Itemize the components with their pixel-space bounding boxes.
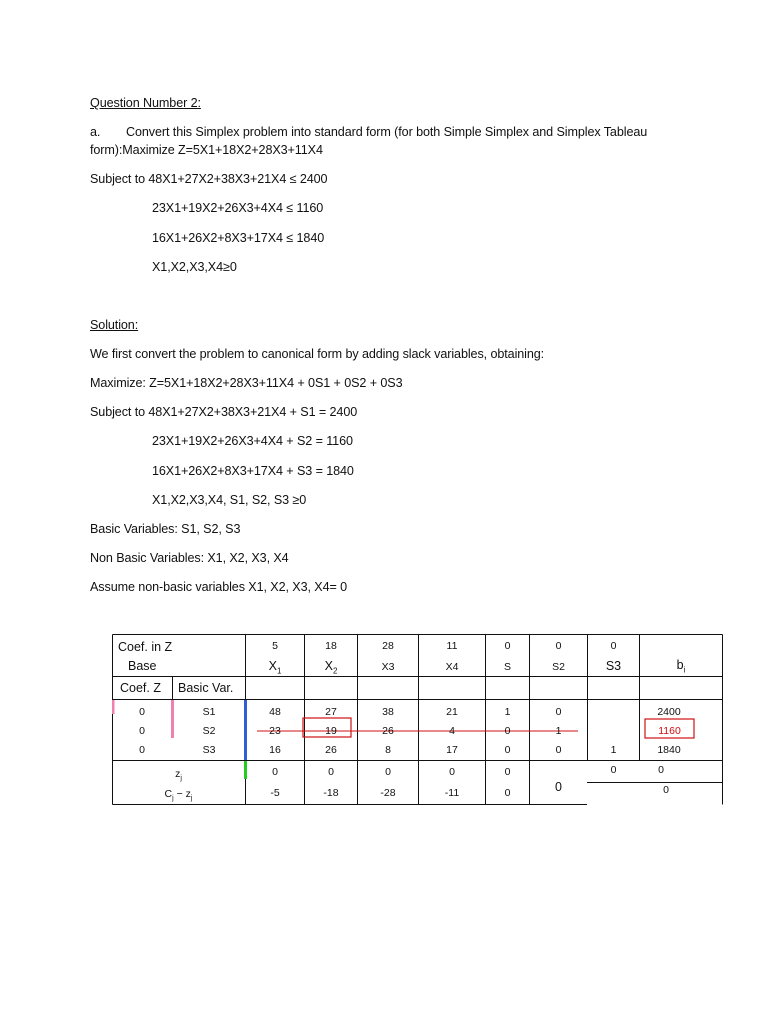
row2-s: 0 <box>504 725 511 737</box>
row1-var: S1 <box>202 706 216 718</box>
question-constraint-3: 16X1+26X2+8X3+17X4 ≤ 1840 <box>152 231 325 245</box>
zj-label: $z_j$ <box>175 768 182 783</box>
row1-coef: 0 <box>139 706 145 718</box>
non-basic-variables: Non Basic Variables: X1, X2, X3, X4 <box>90 551 289 565</box>
row3-x2: 26 <box>325 744 337 756</box>
row3-s3: 1 <box>610 744 617 756</box>
coef-s3: 0 <box>610 640 617 652</box>
base-label: Base <box>128 659 157 673</box>
basic-var-label: Basic Var. <box>178 681 234 695</box>
bi-header: $b_i$ <box>676 658 686 675</box>
zj-b: 0 <box>658 764 664 776</box>
cj-s: 0 <box>504 787 511 799</box>
row2-x3: 26 <box>382 725 394 737</box>
row3-var: S3 <box>202 744 216 756</box>
coef-in-z-label: Coef. in Z <box>118 640 173 654</box>
row2-x1: 23 <box>269 725 281 737</box>
solution-constraint-3: 16X1+26X2+8X3+17X4 + S3 = 1840 <box>152 464 354 478</box>
solution-nonnegativity: X1,X2,X3,X4, S1, S2, S3 ≥0 <box>152 493 307 507</box>
row1-b: 2400 <box>657 706 681 718</box>
var-x4: X4 <box>445 661 459 673</box>
coef-x2: 18 <box>325 640 337 652</box>
solution-intro: We first convert the problem to canonical form by adding slack variables, obtaining: <box>90 347 545 361</box>
solution-maximize: Maximize: Z=5X1+18X2+28X3+11X4 + 0S1 + 0S2 + 0S3 <box>90 376 403 390</box>
var-x3: X3 <box>381 661 395 673</box>
cj-x2: -18 <box>323 787 339 799</box>
solution-constraint-2: 23X1+19X2+26X3+4X4 + S2 = 1160 <box>152 434 353 448</box>
row2-coef: 0 <box>139 725 145 737</box>
row1-s: 1 <box>504 706 511 718</box>
cj-x3: -28 <box>380 787 396 799</box>
coef-x1: 5 <box>272 640 278 652</box>
coef-z-label: Coef. Z <box>120 681 161 695</box>
coef-x3: 28 <box>382 640 394 652</box>
row3-coef: 0 <box>139 744 145 756</box>
row3-b: 1840 <box>657 744 681 756</box>
cj-s2: 0 <box>555 780 562 794</box>
var-s2: S2 <box>552 661 565 673</box>
coef-s: 0 <box>504 640 511 652</box>
row2-var: S2 <box>202 725 216 737</box>
var-s3: S3 <box>605 659 622 673</box>
row1-x1: 48 <box>269 706 281 718</box>
question-nonnegativity: X1,X2,X3,X4≥0 <box>152 260 237 274</box>
cj-x4: -11 <box>444 787 460 799</box>
solution-subject-to: Subject to 48X1+27X2+38X3+21X4 + S1 = 2400 <box>90 405 358 419</box>
question-heading: Question Number 2: <box>90 96 201 110</box>
zj-x3: 0 <box>385 766 391 778</box>
solution-heading: Solution: <box>90 318 139 332</box>
basic-variables: Basic Variables: S1, S2, S3 <box>90 522 241 536</box>
part-label: a. <box>90 125 101 139</box>
part-text-line2: form):Maximize Z=5X1+18X2+28X3+11X4 <box>90 143 323 157</box>
var-s: S <box>503 661 511 673</box>
row2-s2: 1 <box>555 725 562 737</box>
question-constraint-2: 23X1+19X2+26X3+4X4 ≤ 1160 <box>152 201 324 215</box>
zj-s3: 0 <box>610 764 617 776</box>
assume-statement: Assume non-basic variables X1, X2, X3, X4= 0 <box>90 580 348 594</box>
row1-x2: 27 <box>325 706 337 718</box>
row3-x1: 16 <box>269 744 281 756</box>
zj-s: 0 <box>504 766 511 778</box>
row2-b: 1160 <box>658 725 681 737</box>
row1-s2: 0 <box>555 706 562 718</box>
zj-x1: 0 <box>272 766 278 778</box>
cj-b: 0 <box>663 784 669 796</box>
row1-x4: 21 <box>446 706 458 718</box>
coef-s2: 0 <box>555 640 562 652</box>
cj-zj-label: $C_j - z_j$ <box>164 788 193 803</box>
row3-x4: 17 <box>446 744 458 756</box>
cj-x1: -5 <box>270 787 280 799</box>
row1-x3: 38 <box>382 706 394 718</box>
row2-x4: 4 <box>449 725 455 737</box>
simplex-tableau <box>112 634 724 806</box>
zj-x4: 0 <box>449 766 455 778</box>
row3-x3: 8 <box>385 744 391 756</box>
var-x1: $X_1$ <box>268 659 282 676</box>
var-x2: $X_2$ <box>324 659 338 676</box>
zj-x2: 0 <box>328 766 334 778</box>
part-text-line1: Convert this Simplex problem into standard form (for both Simple Simplex and Simplex Tableau <box>126 125 648 139</box>
coef-x4: 11 <box>446 640 458 652</box>
row3-s: 0 <box>504 744 511 756</box>
row3-s2: 0 <box>555 744 562 756</box>
row2-x2: 19 <box>325 725 337 737</box>
question-subject-to: Subject to 48X1+27X2+38X3+21X4 ≤ 2400 <box>90 172 328 186</box>
